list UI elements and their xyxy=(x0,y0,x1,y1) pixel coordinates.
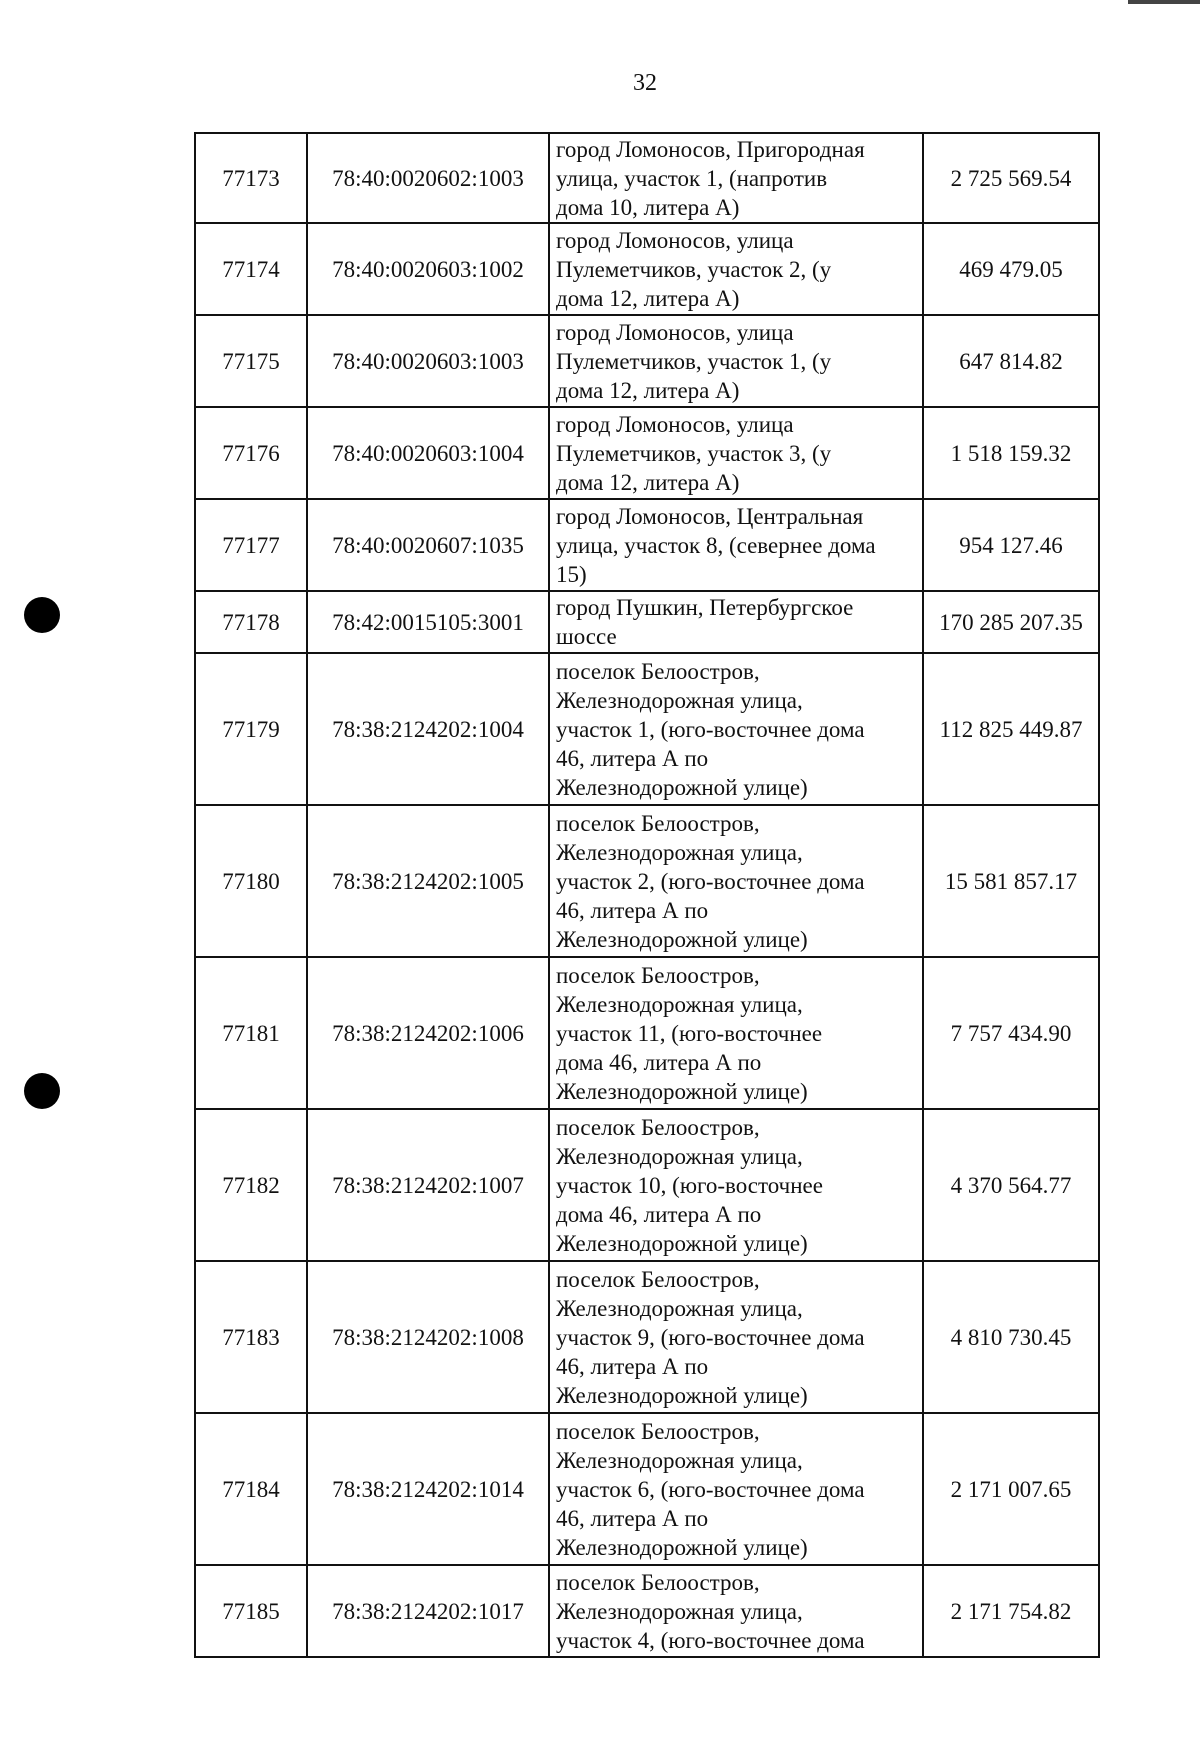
table-row xyxy=(195,1109,1099,1261)
cadastral-number-cell: 78:38:2124202:1017 xyxy=(307,1565,549,1657)
cadastral-value-cell: 2 171 007.65 xyxy=(923,1413,1099,1565)
address-line: Железнодорожной улице) xyxy=(556,926,808,952)
address-line: Железнодорожной улице) xyxy=(556,1382,808,1408)
address-cell xyxy=(549,1261,923,1413)
punch-hole-mark xyxy=(24,1073,60,1109)
table-row xyxy=(195,1261,1099,1413)
cadastral-number-cell: 78:40:0020603:1004 xyxy=(307,407,549,499)
address-line: Железнодорожная улица, xyxy=(556,1143,803,1169)
address-line: город Пушкин, Петербургское xyxy=(556,595,854,620)
address-cell xyxy=(549,591,923,653)
cadastral-number-cell: 78:40:0020603:1003 xyxy=(307,315,549,407)
cadastral-value-cell: 1 518 159.32 xyxy=(923,407,1099,499)
row-number-cell: 77182 xyxy=(195,1109,307,1261)
address-line: участок 6, (юго-восточнее дома xyxy=(556,1476,865,1502)
table-row xyxy=(195,653,1099,805)
address-line: Пулеметчиков, участок 3, (у xyxy=(556,440,832,466)
row-number-cell: 77175 xyxy=(195,315,307,407)
land-plot-table xyxy=(194,132,1100,1658)
page-number: 32 xyxy=(633,70,657,96)
row-number-cell: 77184 xyxy=(195,1413,307,1565)
address-line: улица, участок 8, (севернее дома xyxy=(556,532,876,558)
address-line: дома 12, литера А) xyxy=(556,469,740,495)
cadastral-number-cell: 78:38:2124202:1004 xyxy=(307,653,549,805)
table-row xyxy=(195,315,1099,407)
cadastral-value-cell: 170 285 207.35 xyxy=(923,591,1099,653)
cadastral-value-cell: 2 725 569.54 xyxy=(923,133,1099,223)
address-line: шоссе xyxy=(556,624,617,649)
row-number-cell: 77181 xyxy=(195,957,307,1109)
address-line: Железнодорожная улица, xyxy=(556,1295,803,1321)
row-number-cell: 77180 xyxy=(195,805,307,957)
address-line: Пулеметчиков, участок 1, (у xyxy=(556,348,832,374)
cadastral-value-cell: 469 479.05 xyxy=(923,223,1099,315)
cadastral-value-cell: 647 814.82 xyxy=(923,315,1099,407)
row-number-cell: 77173 xyxy=(195,133,307,223)
address-line: участок 9, (юго-восточнее дома xyxy=(556,1324,865,1350)
row-number-cell: 77185 xyxy=(195,1565,307,1657)
address-line: дома 12, литера А) xyxy=(556,285,740,311)
address-line: участок 11, (юго-восточнее xyxy=(556,1020,823,1046)
address-cell xyxy=(549,1109,923,1261)
address-line: город Ломоносов, улица xyxy=(556,411,794,437)
address-line: Пулеметчиков, участок 2, (у xyxy=(556,256,832,282)
address-line: поселок Белоостров, xyxy=(556,1418,760,1444)
address-line: дома 12, литера А) xyxy=(556,377,740,403)
address-line: поселок Белоостров, xyxy=(556,962,760,988)
address-line: город Ломоносов, Центральная xyxy=(556,503,864,529)
address-line: участок 2, (юго-восточнее дома xyxy=(556,868,865,894)
address-line: город Ломоносов, улица xyxy=(556,319,794,345)
address-cell xyxy=(549,223,923,315)
address-line: дома 46, литера А по xyxy=(556,1049,762,1075)
cadastral-value-cell: 7 757 434.90 xyxy=(923,957,1099,1109)
address-cell xyxy=(549,315,923,407)
address-cell xyxy=(549,653,923,805)
address-cell xyxy=(549,407,923,499)
address-line: участок 4, (юго-восточнее дома xyxy=(556,1627,865,1653)
cadastral-number-cell: 78:38:2124202:1007 xyxy=(307,1109,549,1261)
table-row xyxy=(195,133,1099,223)
cadastral-number-cell: 78:42:0015105:3001 xyxy=(307,591,549,653)
cadastral-value-cell: 954 127.46 xyxy=(923,499,1099,591)
address-line: Железнодорожная улица, xyxy=(556,1447,803,1473)
address-line: Железнодорожная улица, xyxy=(556,1598,803,1624)
address-line: город Ломоносов, улица xyxy=(556,227,794,253)
cadastral-number-cell: 78:40:0020603:1002 xyxy=(307,223,549,315)
row-number-cell: 77178 xyxy=(195,591,307,653)
address-line: Железнодорожной улице) xyxy=(556,1078,808,1104)
address-line: дома 10, литера А) xyxy=(556,194,740,220)
address-cell xyxy=(549,805,923,957)
address-line: поселок Белоостров, xyxy=(556,1266,760,1292)
address-line: 46, литера А по xyxy=(556,1353,709,1379)
address-cell xyxy=(549,957,923,1109)
table-row xyxy=(195,1565,1099,1657)
table-row xyxy=(195,805,1099,957)
punch-hole-mark xyxy=(24,597,60,633)
address-line: Железнодорожной улице) xyxy=(556,774,808,800)
address-line: поселок Белоостров, xyxy=(556,1569,760,1595)
cadastral-value-cell: 4 810 730.45 xyxy=(923,1261,1099,1413)
cadastral-number-cell: 78:40:0020607:1035 xyxy=(307,499,549,591)
address-line: город Ломоносов, Пригородная xyxy=(556,136,865,162)
address-cell xyxy=(549,133,923,223)
address-line: Железнодорожная улица, xyxy=(556,687,803,713)
cadastral-value-cell: 15 581 857.17 xyxy=(923,805,1099,957)
address-line: Железнодорожной улице) xyxy=(556,1534,808,1560)
table-row xyxy=(195,407,1099,499)
table-row xyxy=(195,591,1099,653)
address-line: 46, литера А по xyxy=(556,745,709,771)
row-number-cell: 77183 xyxy=(195,1261,307,1413)
table-row xyxy=(195,499,1099,591)
cadastral-number-cell: 78:38:2124202:1006 xyxy=(307,957,549,1109)
address-line: участок 10, (юго-восточнее xyxy=(556,1172,823,1198)
cadastral-value-cell: 2 171 754.82 xyxy=(923,1565,1099,1657)
address-cell xyxy=(549,1413,923,1565)
table-row xyxy=(195,957,1099,1109)
table-row xyxy=(195,223,1099,315)
address-cell xyxy=(549,499,923,591)
scan-edge-mark xyxy=(1128,0,1200,4)
cadastral-number-cell: 78:40:0020602:1003 xyxy=(307,133,549,223)
address-line: Железнодорожная улица, xyxy=(556,839,803,865)
address-line: участок 1, (юго-восточнее дома xyxy=(556,716,865,742)
table-row xyxy=(195,1413,1099,1565)
address-line: Железнодорожная улица, xyxy=(556,991,803,1017)
address-line: поселок Белоостров, xyxy=(556,1114,760,1140)
table-body xyxy=(195,133,1099,1657)
cadastral-number-cell: 78:38:2124202:1014 xyxy=(307,1413,549,1565)
cadastral-number-cell: 78:38:2124202:1005 xyxy=(307,805,549,957)
address-line: поселок Белоостров, xyxy=(556,658,760,684)
address-cell xyxy=(549,1565,923,1657)
cadastral-value-cell: 112 825 449.87 xyxy=(923,653,1099,805)
row-number-cell: 77174 xyxy=(195,223,307,315)
row-number-cell: 77176 xyxy=(195,407,307,499)
row-number-cell: 77177 xyxy=(195,499,307,591)
address-line: 15) xyxy=(556,561,587,587)
address-line: 46, литера А по xyxy=(556,1505,709,1531)
address-line: 46, литера А по xyxy=(556,897,709,923)
row-number-cell: 77179 xyxy=(195,653,307,805)
cadastral-number-cell: 78:38:2124202:1008 xyxy=(307,1261,549,1413)
address-line: Железнодорожной улице) xyxy=(556,1230,808,1256)
address-line: дома 46, литера А по xyxy=(556,1201,762,1227)
address-line: поселок Белоостров, xyxy=(556,810,760,836)
cadastral-value-cell: 4 370 564.77 xyxy=(923,1109,1099,1261)
address-line: улица, участок 1, (напротив xyxy=(556,165,828,191)
